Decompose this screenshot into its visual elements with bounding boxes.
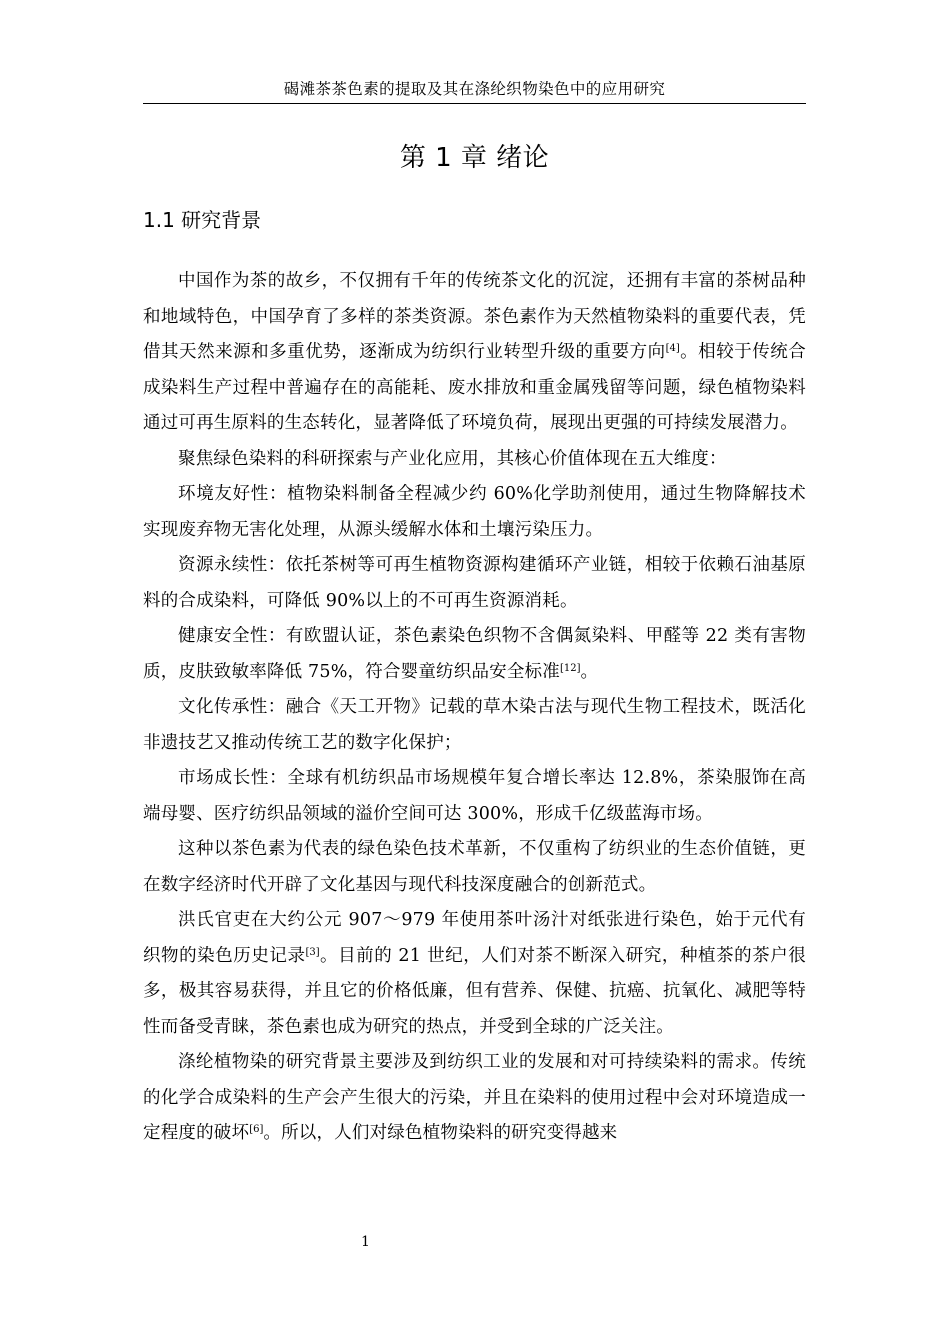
citation: [4] [665, 343, 680, 354]
paragraph: 洪氏官吏在大约公元 907～979 年使用茶叶汤汁对纸张进行染色，始于元代有织物的染色历史记录[3]。目前的 21 世纪，人们对茶不断深入研究，种植茶的茶户很多，极其容易获得，并且它的价格低廉，但有营养、保健、抗癌、抗氧化、减肥等特性而备受青睐，茶色素也成为研究的热点，并受到全球的广泛关注。 [143, 910, 806, 1037]
citation: [6] [249, 1124, 264, 1135]
paragraph: 环境友好性：植物染料制备全程减少约 60%化学助剂使用，通过生物降解技术实现废弃物无害化处理，从源头缓解水体和土壤污染压力。 [143, 484, 806, 540]
running-header: 碣滩茶茶色素的提取及其在涤纶织物染色中的应用研究 [283, 80, 666, 98]
paragraph: 聚焦绿色染料的科研探索与产业化应用，其核心价值体现在五大维度： [178, 448, 727, 469]
citation: [12] [559, 662, 581, 674]
body-text [143, 264, 806, 1152]
citation: [3] [305, 946, 320, 958]
paragraph: 文化传承性：融合《天工开物》记载的草木染古法与现代生物工程技术，既活化非遗技艺又推动传统工艺的数字化保护； [143, 697, 806, 753]
paragraph: 中国作为茶的故乡，不仅拥有千年的传统茶文化的沉淀，还拥有丰富的茶树品种和地域特色，中国孕育了多样的茶类资源。茶色素作为天然植物染料的重要代表，凭借其天然来源和多重优势，逐渐成为纺织行业转型升级的重要方向[4]。相较于传统合成染料生产过程中普遍存在的高能耗、废水排放和重金属残留等问题，绿色植物染料通过可再生原料的生态转化，显著降低了环境负荷，展现出更强的可持续发展潜力。 [143, 271, 806, 433]
chapter-title: 第 1 章 绪论 [399, 143, 550, 173]
header-divider [143, 103, 806, 104]
paragraph: 市场成长性：全球有机纺织品市场规模年复合增长率达 12.8%，茶染服饰在高端母婴、医疗纺织品领域的溢价空间可达 300%，形成千亿级蓝海市场。 [143, 768, 806, 824]
section-title: 1.1 研究背景 [143, 208, 262, 232]
paragraph: 资源永续性：依托茶树等可再生植物资源构建循环产业链，相较于依赖石油基原料的合成染料，可降低 90%以上的不可再生资源消耗。 [143, 555, 806, 611]
paragraph: 这种以茶色素为代表的绿色染色技术革新，不仅重构了纺织业的生态价值链，更在数字经济时代开辟了文化基因与现代科技深度融合的创新范式。 [143, 839, 806, 895]
page-number: 1 [361, 1234, 370, 1250]
paragraph: 健康安全性：有欧盟认证，茶色素染色织物不含偶氮染料、甲醛等 22 类有害物质，皮肤致敏率降低 75%，符合婴童纺织品安全标准[12]。 [143, 626, 806, 682]
paragraph: 涤纶植物染的研究背景主要涉及到纺织工业的发展和对可持续染料的需求。传统的化学合成染料的生产会产生很大的污染，并且在染料的使用过程中会对环境造成一定程度的破坏[6]。所以，人们对绿色植物染料的研究变得越来 [143, 1052, 806, 1143]
